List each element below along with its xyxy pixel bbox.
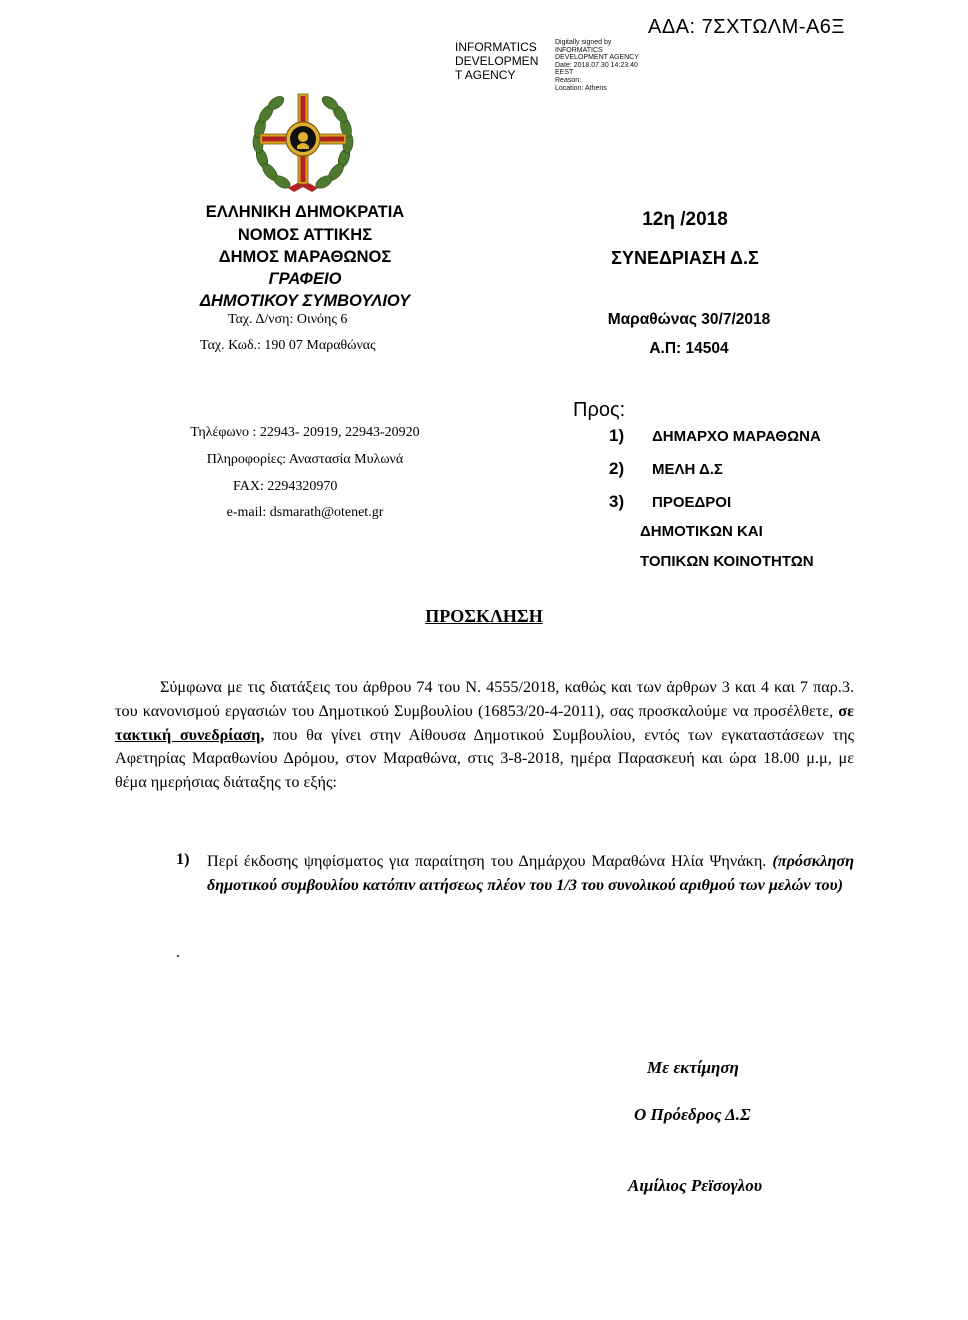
info-contact: Πληροφορίες: Αναστασία Μυλωνά [206, 452, 404, 467]
body-text: που θα γίνει στην Αίθουσα Δημοτικού Συμβουλίου, εντός των εγκαταστάσεων της Αφετηρίας Μαραθωνίου Δρόμου, στον Μαραθώνα, στις 3-8-2018, ημέρα Παρασκευή και ώρα 18.00 μ.μ, με θέμα ημερήσιας διάταξης το εξής: [115, 725, 854, 792]
ada-code: ΑΔΑ: 7ΣΧΤΩΛΜ-Α6Ξ [648, 16, 845, 38]
recipient-text: ΠΡΟΕΔΡΟΙ [652, 494, 732, 511]
fax: FAX: 2294320970 [233, 479, 338, 494]
signature-detail-line: Reason: [555, 76, 582, 84]
closing-regards: Με εκτίμηση [647, 1058, 739, 1077]
recipient-number: 2) [609, 459, 625, 478]
agenda-item-number: 1) [176, 850, 190, 868]
recipient-number: 3) [609, 492, 625, 511]
recipient-text: ΔΗΜΟΤΙΚΩΝ ΚΑΙ [640, 523, 763, 540]
signatory-name: Αιμίλιος Ρεϊσογλου [628, 1176, 763, 1195]
signature-name-line: DEVELOPMEN [455, 54, 539, 68]
phone: Τηλέφωνο : 22943- 20919, 22943-20920 [190, 425, 420, 440]
document-date: Μαραθώνας 30/7/2018 [607, 311, 771, 328]
body-paragraph [115, 676, 854, 795]
header-line: ΝΟΜΟΣ ΑΤΤΙΚΗΣ [237, 226, 373, 244]
signature-detail-line: EEST [555, 69, 574, 77]
document-title: ΠΡΟΣΚΛΗΣΗ [425, 606, 543, 626]
header-line: ΕΛΛΗΝΙΚΗ ΔΗΜΟΚΡΑΤΙΑ [205, 203, 405, 221]
signature-detail-line: Digitally signed by [555, 39, 612, 46]
header-line: ΔΗΜΟΣ ΜΑΡΑΘΩΝΟΣ [218, 248, 392, 266]
recipient-number: 1) [609, 426, 625, 445]
office-line: ΔΗΜΟΤΙΚΟΥ ΣΥΜΒΟΥΛΙΟΥ [199, 292, 411, 310]
signature-detail-line: Location: Athens [555, 84, 607, 92]
meeting-number: 12η /2018 [642, 209, 728, 230]
recipient-text: ΔΗΜΑΡΧΟ ΜΑΡΑΘΩΝΑ [652, 428, 821, 445]
recipient-text: ΜΕΛΗ Δ.Σ [652, 461, 723, 478]
recipients-label: Προς: [573, 399, 626, 421]
digital-signature-name [455, 40, 538, 82]
signature-detail-line: DEVELOPMENT AGENCY [555, 54, 639, 62]
email: e-mail: dsmarath@otenet.gr [226, 505, 384, 520]
postal-code: Ταχ. Κωδ.: 190 07 Μαραθώνας [200, 338, 376, 353]
signature-name-line: T AGENCY [455, 68, 516, 82]
agenda-item [207, 850, 854, 898]
stray-dot: . [176, 944, 180, 961]
protocol-number: Α.Π: 14504 [649, 340, 729, 357]
signature-name-line: INFORMATICS [455, 40, 537, 54]
digital-signature-details [555, 39, 639, 92]
signature-detail-line: INFORMATICS [555, 46, 603, 54]
agenda-item-note: (πρόσκληση δημοτικού συμβουλίου κατόπιν αιτήσεως πλέον του 1/3 του συνολικού αριθμού των μελών του) [207, 852, 854, 894]
meeting-type-emphasis: τακτική συνεδρίαση [115, 725, 261, 744]
office-line: ΓΡΑΦΕΙΟ [268, 270, 342, 288]
address: Ταχ. Δ/νση: Οινόης 6 [228, 312, 348, 327]
recipient-text: ΤΟΠΙΚΩΝ ΚΟΙΝΟΤΗΤΩΝ [640, 553, 814, 570]
body-bold-text: , [260, 725, 265, 744]
meeting-label: ΣΥΝΕΔΡΙΑΣΗ Δ.Σ [611, 248, 759, 268]
signatory-role: Ο Πρόεδρος Δ.Σ [634, 1105, 751, 1124]
agenda-item-text: Περί έκδοσης ψηφίσματος για παραίτηση του Δημάρχου Μαραθώνα Ηλία Ψηνάκη. [207, 852, 773, 870]
body-bold-text: σε [838, 701, 854, 720]
body-text: Σύμφωνα με τις διατάξεις του άρθρου 74 του Ν. 4555/2018, καθώς και των άρθρων 3 και 4 και 7 παρ.3. του κανονισμού εργασιών του Δημοτικού Συμβουλίου (16853/20-4-2011), σας προσκαλούμε να προσέλθετε, [115, 678, 854, 720]
signature-detail-line: Date: 2018.07.30 14:23:40 [555, 61, 638, 69]
coat-of-arms-icon [248, 88, 358, 200]
